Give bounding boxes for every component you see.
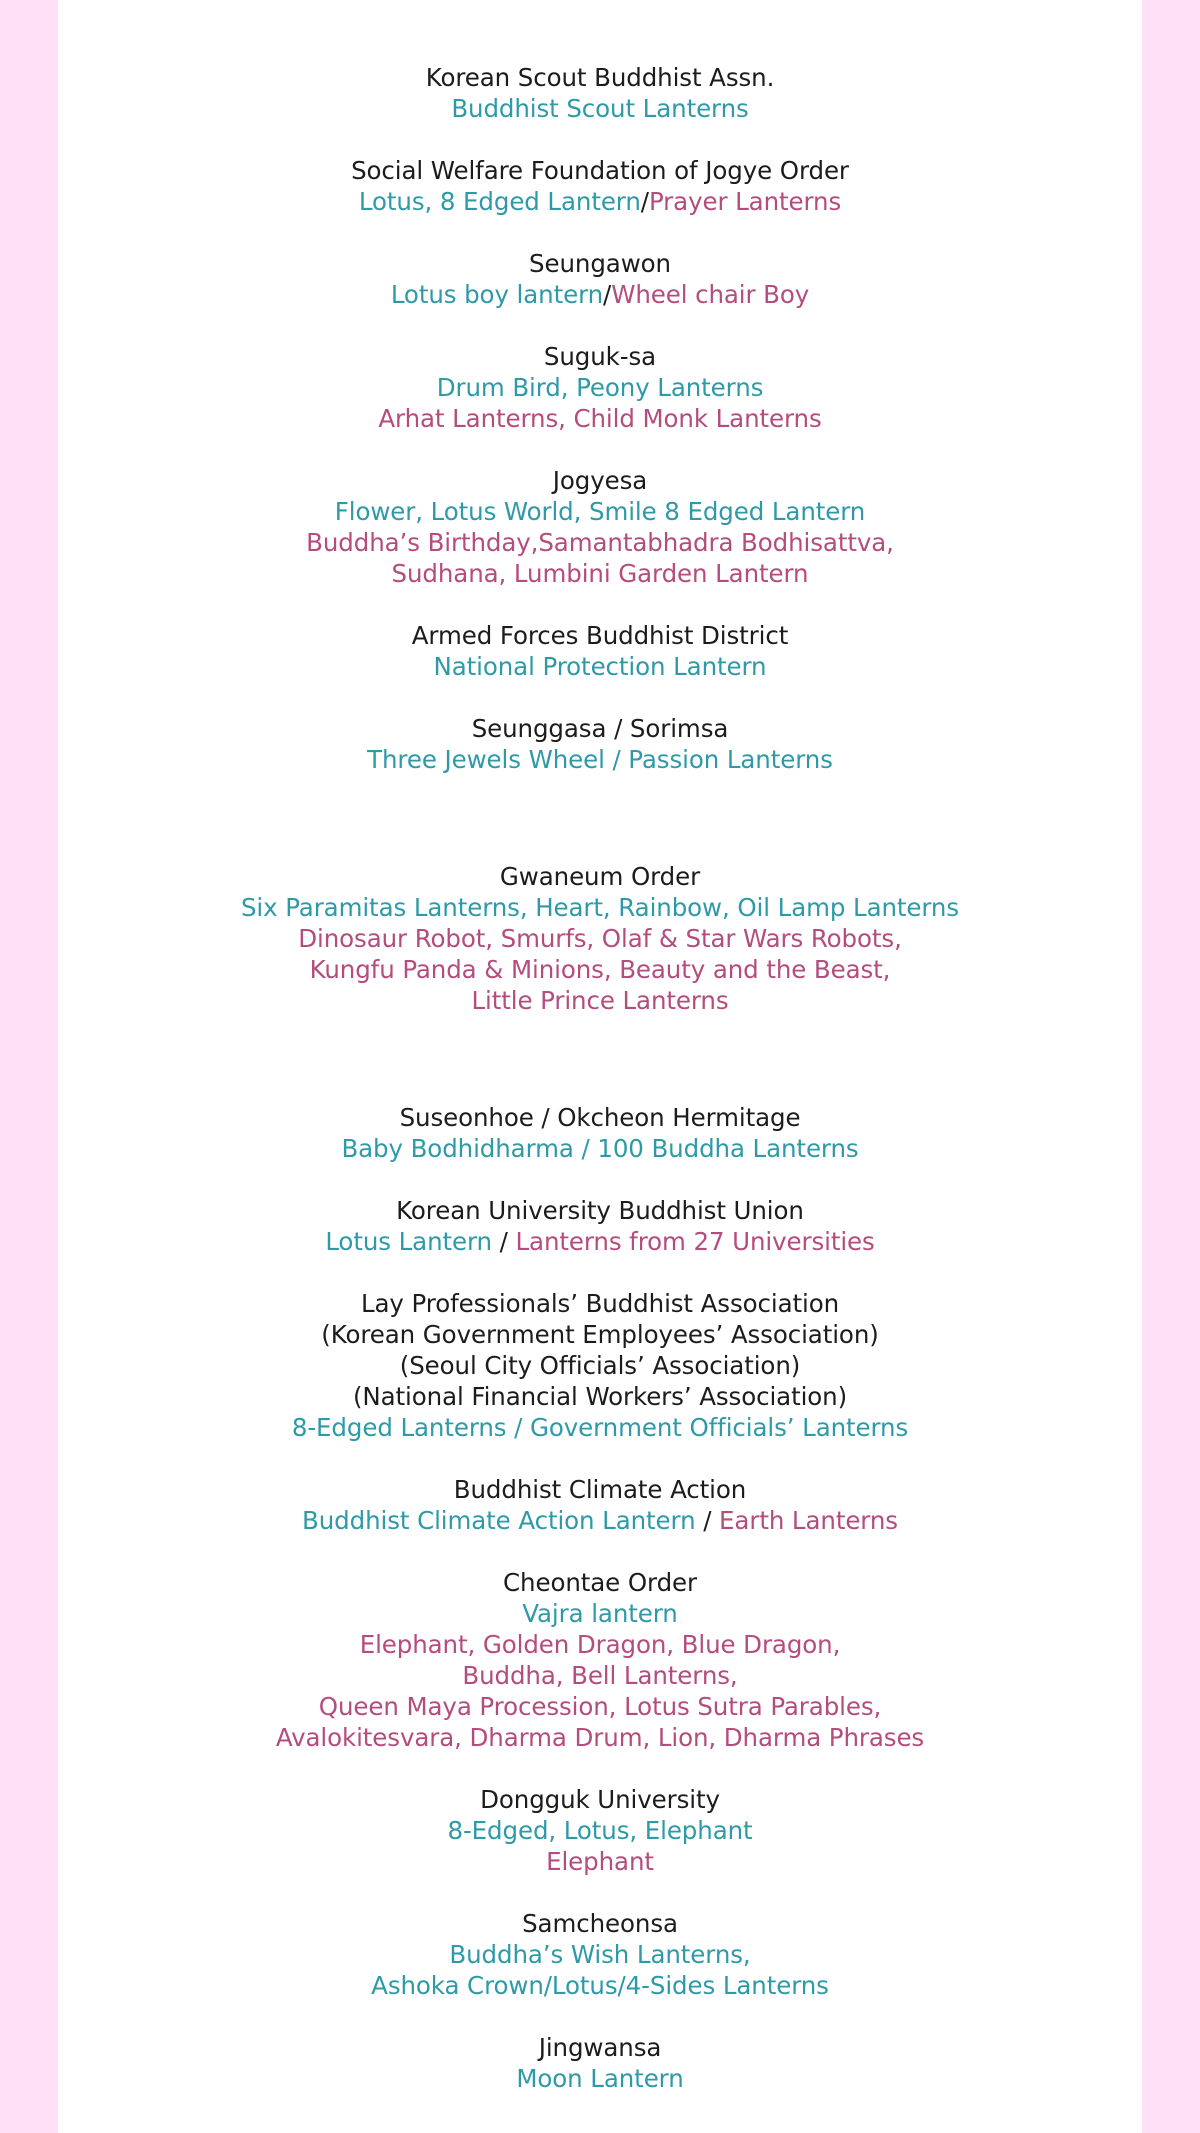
organization-name: Jogyesa [552,466,648,495]
lantern-name: 8-Edged, Lotus, Elephant [447,1816,753,1845]
organization-subname: (Seoul City Officials’ Association) [399,1351,801,1380]
organization-entry [58,1567,1142,1753]
lantern-line [58,1133,1142,1164]
organization-name: Samcheonsa [522,1909,678,1938]
lantern-line [58,1815,1142,1846]
lantern-line [58,93,1142,124]
organization-entry [58,1195,1142,1257]
lantern-name: Baby Bodhidharma / 100 Buddha Lanterns [341,1134,859,1163]
organization-entry [58,155,1142,217]
organization-entry [58,1102,1142,1164]
lantern-line [58,186,1142,217]
lantern-name: Buddha, Bell Lanterns, [462,1661,738,1690]
lantern-name: 8-Edged Lanterns / Government Officials’ Lanterns [291,1413,909,1442]
lantern-line [58,1598,1142,1629]
lantern-line [58,496,1142,527]
lantern-line [58,985,1142,1016]
organization-name: Gwaneum Order [499,862,701,891]
lantern-line [58,403,1142,434]
organization-name: Korean Scout Buddhist Assn. [425,63,775,92]
lantern-name: Flower, Lotus World, Smile 8 Edged Lantern [334,497,866,526]
separator: / [491,1227,516,1256]
lantern-name: Avalokitesvara, Dharma Drum, Lion, Dharma Phrases [275,1723,925,1752]
lantern-line [58,892,1142,923]
lantern-name: Lotus Lantern [325,1227,492,1256]
organization-entry [58,62,1142,124]
organization-entry [58,1288,1142,1443]
lantern-name: Buddhist Scout Lanterns [451,94,749,123]
lantern-name: Dinosaur Robot, Smurfs, Olaf & Star Wars Robots, [298,924,902,953]
organization-name: Korean University Buddhist Union [396,1196,804,1225]
separator: / [603,280,612,309]
organization-entry [58,1784,1142,1877]
lantern-name: Buddhist Climate Action Lantern [302,1506,696,1535]
organization-name: Suseonhoe / Okcheon Hermitage [399,1103,801,1132]
lantern-list-page [58,0,1142,2133]
lantern-name: Earth Lanterns [719,1506,898,1535]
lantern-name: Vajra lantern [522,1599,678,1628]
lantern-line [58,744,1142,775]
lantern-line [58,1846,1142,1877]
organization-subname: (Korean Government Employees’ Association) [321,1320,879,1349]
lantern-name: Six Paramitas Lanterns, Heart, Rainbow, Oil Lamp Lanterns [240,893,960,922]
lantern-name: Drum Bird, Peony Lanterns [436,373,764,402]
lantern-line [58,1226,1142,1257]
organization-subname: (National Financial Workers’ Association) [352,1382,848,1411]
lantern-name: Sudhana, Lumbini Garden Lantern [391,559,809,588]
lantern-line [58,1629,1142,1660]
lantern-line [58,1505,1142,1536]
lantern-line [58,651,1142,682]
organization-entry [58,1474,1142,1536]
organization-name: Cheontae Order [503,1568,697,1597]
organization-entry [58,248,1142,310]
lantern-line [58,558,1142,589]
lantern-name: Queen Maya Procession, Lotus Sutra Parables, [318,1692,882,1721]
organization-name: Suguk-sa [543,342,657,371]
lantern-name: Ashoka Crown/Lotus/4-Sides Lanterns [371,1971,829,2000]
lantern-name: Wheel chair Boy [611,280,810,309]
lantern-name: National Protection Lantern [433,652,767,681]
organization-name: Buddhist Climate Action [453,1475,747,1504]
lantern-line [58,923,1142,954]
lantern-line [58,1722,1142,1753]
organization-name: Seunggasa / Sorimsa [471,714,729,743]
lantern-line [58,279,1142,310]
lantern-name: Lotus, 8 Edged Lantern [358,187,641,216]
organization-entry [58,713,1142,775]
lantern-name: Lanterns from 27 Universities [515,1227,875,1256]
lantern-name: Buddha’s Birthday,Samantabhadra Bodhisattva, [306,528,894,557]
lantern-line [58,1660,1142,1691]
organization-name: Seungawon [529,249,671,278]
lantern-line [58,1939,1142,1970]
lantern-name: Elephant [546,1847,654,1876]
lantern-name: Little Prince Lanterns [471,986,729,1015]
separator: / [640,187,649,216]
lantern-name: Three Jewels Wheel / Passion Lanterns [367,745,833,774]
organization-name: Social Welfare Foundation of Jogye Order [351,156,849,185]
lantern-line [58,372,1142,403]
organization-name: Jingwansa [538,2033,662,2062]
lantern-line [58,1691,1142,1722]
lantern-line [58,1970,1142,2001]
lantern-name: Prayer Lanterns [648,187,842,216]
organization-entry [58,341,1142,434]
organization-name: Armed Forces Buddhist District [411,621,789,650]
lantern-name: Moon Lantern [516,2064,684,2093]
lantern-line [58,1412,1142,1443]
organization-entry [58,861,1142,1016]
organization-name: Lay Professionals’ Buddhist Association [360,1289,840,1318]
lantern-line [58,2063,1142,2094]
separator: / [695,1506,720,1535]
lantern-line [58,954,1142,985]
lantern-organization-list [58,62,1142,2125]
organization-entry [58,2032,1142,2094]
lantern-name: Buddha’s Wish Lanterns, [449,1940,751,1969]
organization-entry [58,1908,1142,2001]
organization-entry [58,620,1142,682]
lantern-name: Arhat Lanterns, Child Monk Lanterns [378,404,822,433]
lantern-name: Elephant, Golden Dragon, Blue Dragon, [359,1630,841,1659]
lantern-name: Kungfu Panda & Minions, Beauty and the Beast, [309,955,891,984]
organization-entry [58,465,1142,589]
lantern-name: Lotus boy lantern [390,280,604,309]
organization-name: Dongguk University [480,1785,720,1814]
lantern-line [58,527,1142,558]
